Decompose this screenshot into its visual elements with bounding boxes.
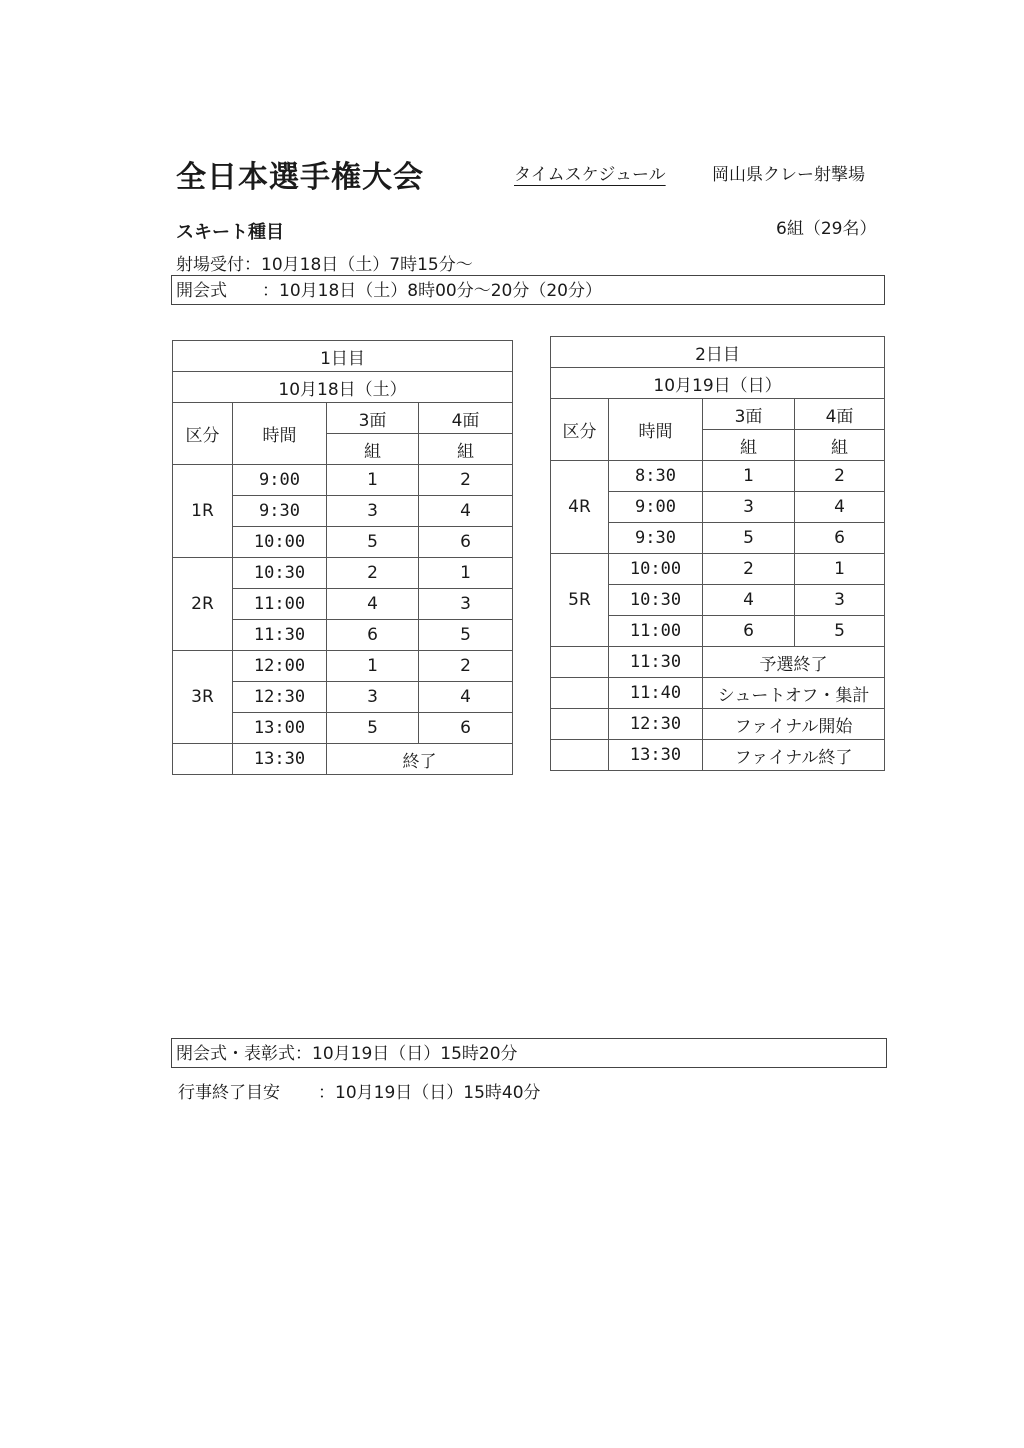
field4-group: 6 [419, 713, 513, 744]
event-label: 予選終了 [703, 647, 885, 678]
time-cell: 13:00 [233, 713, 327, 744]
table-row [173, 558, 513, 589]
round-label: 1R [173, 465, 233, 558]
time-cell: 12:00 [233, 651, 327, 682]
field4-header: 4面 [795, 399, 885, 430]
closing-label: 閉会式・表彰式 [176, 1044, 295, 1064]
event-label: 終了 [327, 744, 513, 775]
group-header: 組 [327, 434, 419, 465]
round-label: 2R [173, 558, 233, 651]
time-cell: 9:30 [609, 523, 703, 554]
table-row [173, 744, 513, 775]
time-cell: 12:30 [609, 709, 703, 740]
field3-group: 5 [327, 527, 419, 558]
day1-label: 1日目 [173, 341, 513, 372]
time-cell: 11:40 [609, 678, 703, 709]
field4-group: 5 [795, 616, 885, 647]
time-cell: 11:30 [233, 620, 327, 651]
empty-division-cell [173, 744, 233, 775]
end-value: ：10月19日（日）15時40分 [318, 1083, 541, 1103]
field3-group: 1 [327, 651, 419, 682]
field4-header: 4面 [419, 403, 513, 434]
end-label: 行事終了目安 [178, 1083, 280, 1103]
time-header: 時間 [609, 399, 703, 461]
time-cell: 8:30 [609, 461, 703, 492]
time-cell: 11:00 [233, 589, 327, 620]
round-label: 5R [551, 554, 609, 647]
reception-time: 射場受付：10月18日（土）7時15分～ [176, 255, 473, 275]
table-row [551, 740, 885, 771]
time-cell: 11:00 [609, 616, 703, 647]
field3-group: 4 [703, 585, 795, 616]
field4-group: 2 [795, 461, 885, 492]
time-cell: 10:00 [609, 554, 703, 585]
event-label: シュートオフ・集計 [703, 678, 885, 709]
opening-value: ：10月18日（土）8時00分～20分（20分） [262, 281, 602, 301]
field3-header: 3面 [703, 399, 795, 430]
division-header: 区分 [173, 403, 233, 465]
field3-group: 4 [327, 589, 419, 620]
field3-group: 6 [703, 616, 795, 647]
field3-group: 5 [327, 713, 419, 744]
day1-schedule-table [172, 340, 513, 775]
field3-group: 1 [327, 465, 419, 496]
time-cell: 9:30 [233, 496, 327, 527]
time-cell: 13:30 [233, 744, 327, 775]
field4-group: 2 [419, 465, 513, 496]
field4-group: 6 [419, 527, 513, 558]
event-name: スキート種目 [176, 222, 284, 243]
division-header: 区分 [551, 399, 609, 461]
empty-division-cell [551, 647, 609, 678]
table-row [551, 554, 885, 585]
document-title: 全日本選手権大会 [176, 160, 424, 195]
time-header: 時間 [233, 403, 327, 465]
field4-group: 6 [795, 523, 885, 554]
group-header: 組 [419, 434, 513, 465]
venue-name: 岡山県クレー射撃場 [712, 165, 865, 185]
opening-ceremony-box [171, 275, 885, 305]
table-row [173, 651, 513, 682]
field3-group: 5 [703, 523, 795, 554]
field4-group: 4 [795, 492, 885, 523]
field3-group: 3 [327, 682, 419, 713]
empty-division-cell [551, 709, 609, 740]
time-cell: 9:00 [609, 492, 703, 523]
table-row [551, 647, 885, 678]
field3-group: 3 [703, 492, 795, 523]
field3-header: 3面 [327, 403, 419, 434]
schedule-subtitle: タイムスケジュール [514, 165, 666, 185]
group-count: 6組（29名） [776, 219, 877, 239]
field4-group: 2 [419, 651, 513, 682]
opening-label: 開会式 [176, 281, 227, 301]
day2-schedule-table [550, 336, 885, 771]
field4-group: 1 [795, 554, 885, 585]
day2-label: 2日目 [551, 337, 885, 368]
time-cell: 12:30 [233, 682, 327, 713]
day2-date: 10月19日（日） [551, 368, 885, 399]
table-row [551, 709, 885, 740]
group-header: 組 [703, 430, 795, 461]
time-cell: 11:30 [609, 647, 703, 678]
field4-group: 3 [795, 585, 885, 616]
round-label: 4R [551, 461, 609, 554]
closing-value: ：10月19日（日）15時20分 [295, 1044, 518, 1064]
field3-group: 2 [703, 554, 795, 585]
empty-division-cell [551, 678, 609, 709]
empty-division-cell [551, 740, 609, 771]
group-header: 組 [795, 430, 885, 461]
table-row [551, 678, 885, 709]
field4-group: 5 [419, 620, 513, 651]
field3-group: 3 [327, 496, 419, 527]
time-cell: 10:00 [233, 527, 327, 558]
field3-group: 2 [327, 558, 419, 589]
event-label: ファイナル終了 [703, 740, 885, 771]
time-cell: 10:30 [609, 585, 703, 616]
field4-group: 4 [419, 682, 513, 713]
table-row [551, 461, 885, 492]
field3-group: 6 [327, 620, 419, 651]
field3-group: 1 [703, 461, 795, 492]
table-row [173, 465, 513, 496]
day1-date: 10月18日（土） [173, 372, 513, 403]
field4-group: 1 [419, 558, 513, 589]
time-cell: 9:00 [233, 465, 327, 496]
time-cell: 10:30 [233, 558, 327, 589]
event-end-row [178, 1078, 541, 1103]
closing-ceremony-box [171, 1038, 887, 1068]
event-label: ファイナル開始 [703, 709, 885, 740]
time-cell: 13:30 [609, 740, 703, 771]
round-label: 3R [173, 651, 233, 744]
field4-group: 3 [419, 589, 513, 620]
field4-group: 4 [419, 496, 513, 527]
